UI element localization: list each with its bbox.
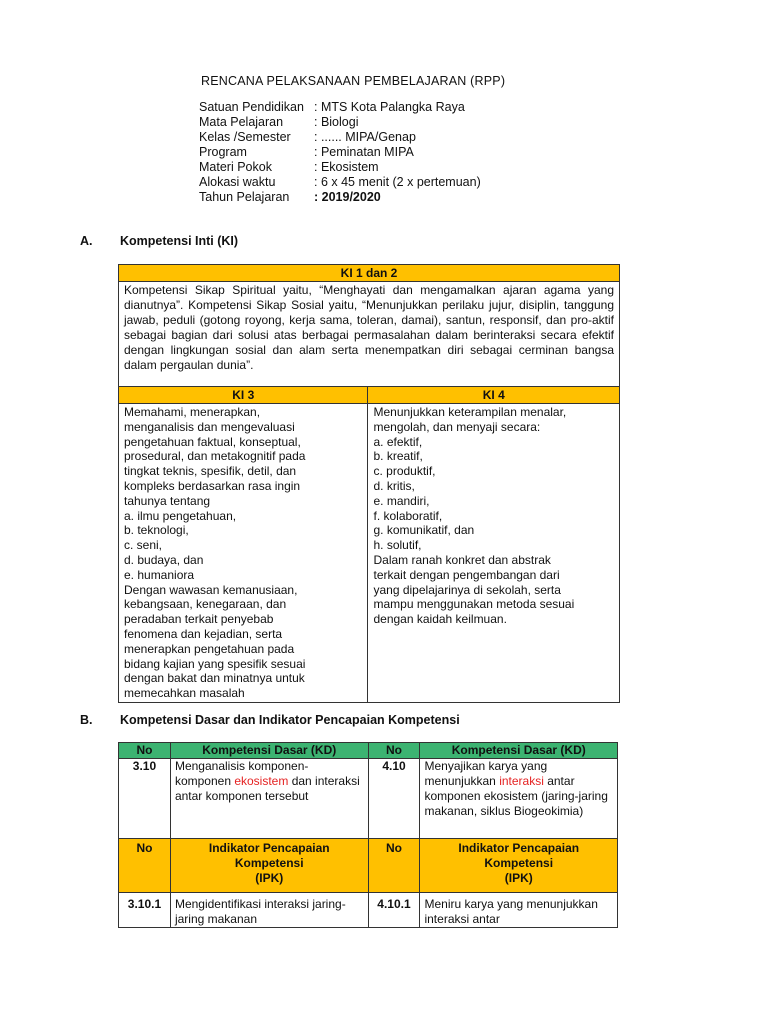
ki-line: terkait dengan pengembangan dari xyxy=(373,567,560,582)
meta-value: : MTS Kota Palangka Raya xyxy=(314,100,465,114)
ki-line: a. ilmu pengetahuan, xyxy=(124,508,237,523)
ki-line: d. budaya, dan xyxy=(124,552,204,567)
ki-line: f. kolaboratif, xyxy=(373,508,443,523)
ipk-header-no-left: No xyxy=(119,839,171,893)
meta-row xyxy=(199,145,481,160)
ki4-header: KI 4 xyxy=(368,387,620,404)
kd-header-no-left: No xyxy=(119,743,171,759)
kd-no-left: 3.10 xyxy=(119,759,171,839)
ki-line: tingkat teknis, spesifik, detil, dan xyxy=(124,464,297,479)
ki-line: Dalam ranah konkret dan abstrak xyxy=(373,552,551,567)
ki-line: prosedural, dan metakognitif pada xyxy=(124,449,306,464)
ki3-content xyxy=(119,404,368,703)
ipk-header-right-line3: (IPK) xyxy=(504,871,533,885)
ki-line: peradaban terkait penyebab xyxy=(124,612,274,627)
ipk-header-right-line1: Indikator Pencapaian xyxy=(458,841,580,855)
section-b-title: Kompetensi Dasar dan Indikator Pencapaian Kompetensi xyxy=(120,713,460,727)
meta-value: : Peminatan MIPA xyxy=(314,145,414,159)
meta-value: : Biologi xyxy=(314,115,359,129)
meta-label: Program xyxy=(199,145,247,159)
kd-text-right xyxy=(420,759,618,839)
kd-text-left-highlight: ekosistem xyxy=(234,774,289,788)
ki-line: menerapkan pengetahuan pada xyxy=(124,641,295,656)
ipk-header-no-right: No xyxy=(368,839,420,893)
ki-line: Menunjukkan keterampilan menalar, xyxy=(373,405,567,419)
meta-label: Satuan Pendidikan xyxy=(199,100,304,114)
ki12-header: KI 1 dan 2 xyxy=(119,265,620,282)
ki-line: g. komunikatif, dan xyxy=(373,523,475,538)
meta-label: Materi Pokok xyxy=(199,160,272,174)
ki-line: mampu menggunakan metoda sesuai xyxy=(373,597,575,612)
ki-line: dengan bakat dan minatnya untuk xyxy=(124,671,305,686)
ki-line: e. humaniora xyxy=(124,567,195,582)
meta-label: Alokasi waktu xyxy=(199,175,276,189)
kd-table xyxy=(118,742,618,928)
ki-line: fenomena dan kejadian, serta xyxy=(124,626,283,641)
meta-value: : ...... MIPA/Genap xyxy=(314,130,416,144)
kd-text-right-pre: Menyajikan karya yang menunjukkan xyxy=(424,759,548,788)
ki-line: a. efektif, xyxy=(373,434,423,449)
ki-line: dengan kaidah keilmuan. xyxy=(373,612,507,627)
ki-line: Dengan wawasan kemanusiaan, xyxy=(124,582,298,597)
ipk-text-right: Meniru karya yang menunjukkan interaksi antar xyxy=(420,893,618,928)
meta-label: Kelas /Semester xyxy=(199,130,291,144)
kd-header-kd-right: Kompetensi Dasar (KD) xyxy=(420,743,618,759)
meta-row xyxy=(199,115,481,130)
ipk-header-left xyxy=(170,839,368,893)
meta-value: : 2019/2020 xyxy=(314,190,381,204)
section-b-letter: B. xyxy=(80,713,93,727)
ki-line: kebangsaan, kenegaraan, dan xyxy=(124,597,287,612)
ki-line: d. kritis, xyxy=(373,478,415,493)
section-b-heading xyxy=(80,713,460,727)
meta-row xyxy=(199,160,481,175)
kd-text-left-post: dan interaksi antar komponen tersebut xyxy=(174,774,360,803)
kd-text-left xyxy=(170,759,368,839)
ki-line: b. teknologi, xyxy=(124,523,189,538)
ki-line: memecahkan masalah xyxy=(124,686,245,701)
meta-label: Tahun Pelajaran xyxy=(199,190,290,204)
kd-header-kd-left: Kompetensi Dasar (KD) xyxy=(170,743,368,759)
meta-row xyxy=(199,190,481,205)
ipk-no-left: 3.10.1 xyxy=(119,893,171,928)
document-title: RENCANA PELAKSANAAN PEMBELAJARAN (RPP) xyxy=(201,74,506,88)
ki12-text: Kompetensi Sikap Spiritual yaitu, “Menghayati dan mengamalkan ajaran agama yang dianutnya”. Kompetensi Sikap Sosial yaitu, “Menunjukkan perilaku jujur, disiplin, tanggung jawab, peduli (gotong royong, kerja sama, toleran, damai), santun, responsif, dan pro-aktif sebagai bagian dari solusi atas berbagai permasalahan dalam berinteraksi secara efektif dengan lingkungan sosial dan alam serta menempatkan diri sebagai cerminan bangsa dalam pergaulan dunia”. xyxy=(119,282,620,387)
section-a-letter: A. xyxy=(80,234,93,248)
kd-no-right: 4.10 xyxy=(368,759,420,839)
ki3-header: KI 3 xyxy=(119,387,368,404)
ipk-header-left-line3: (IPK) xyxy=(255,871,284,885)
section-a-heading xyxy=(80,234,238,248)
ki-line: c. produktif, xyxy=(373,464,436,479)
meta-value: : 6 x 45 menit (2 x pertemuan) xyxy=(314,175,481,189)
section-a-title: Kompetensi Inti (KI) xyxy=(120,234,239,248)
ki-line: e. mandiri, xyxy=(373,493,430,508)
ki-line: pengetahuan faktual, konseptual, xyxy=(124,434,301,449)
ki-table xyxy=(118,264,620,703)
ki-line: h. solutif, xyxy=(373,538,422,553)
ki4-content xyxy=(368,404,620,703)
ki-line: kompleks berdasarkan rasa ingin xyxy=(124,478,301,493)
ki-line: tahunya tentang xyxy=(124,493,211,508)
ki-line: bidang kajian yang spesifik sesuai xyxy=(124,656,306,671)
ipk-no-right: 4.10.1 xyxy=(368,893,420,928)
meta-value: : Ekosistem xyxy=(314,160,379,174)
kd-text-left-pre: Menganalisis komponen-komponen xyxy=(174,759,309,788)
meta-label: Mata Pelajaran xyxy=(199,115,284,129)
meta-row xyxy=(199,130,481,145)
ipk-header-right-line2: Kompetensi xyxy=(484,856,554,870)
ipk-header-left-line2: Kompetensi xyxy=(234,856,304,870)
ipk-text-left: Mengidentifikasi interaksi jaring-jaring makanan xyxy=(170,893,368,928)
ki-line: menganalisis dan mengevaluasi xyxy=(124,419,295,434)
kd-text-right-highlight: interaksi xyxy=(499,774,544,788)
kd-header-no-right: No xyxy=(368,743,420,759)
ipk-header-right xyxy=(420,839,618,893)
meta-block xyxy=(199,100,481,205)
ki-line: Memahami, menerapkan, xyxy=(124,405,261,419)
ki-line: mengolah, dan menyaji secara: xyxy=(373,419,541,434)
meta-row xyxy=(199,100,481,115)
meta-row xyxy=(199,175,481,190)
ki-line: b. kreatif, xyxy=(373,449,423,464)
kd-text-right-post: antar komponen ekosistem (jaring-jaring makanan, siklus Biogeokimia) xyxy=(424,774,608,818)
ki-line: c. seni, xyxy=(124,538,163,553)
ipk-header-left-line1: Indikator Pencapaian xyxy=(208,841,330,855)
ki-line: yang dipelajarinya di sekolah, serta xyxy=(373,582,561,597)
